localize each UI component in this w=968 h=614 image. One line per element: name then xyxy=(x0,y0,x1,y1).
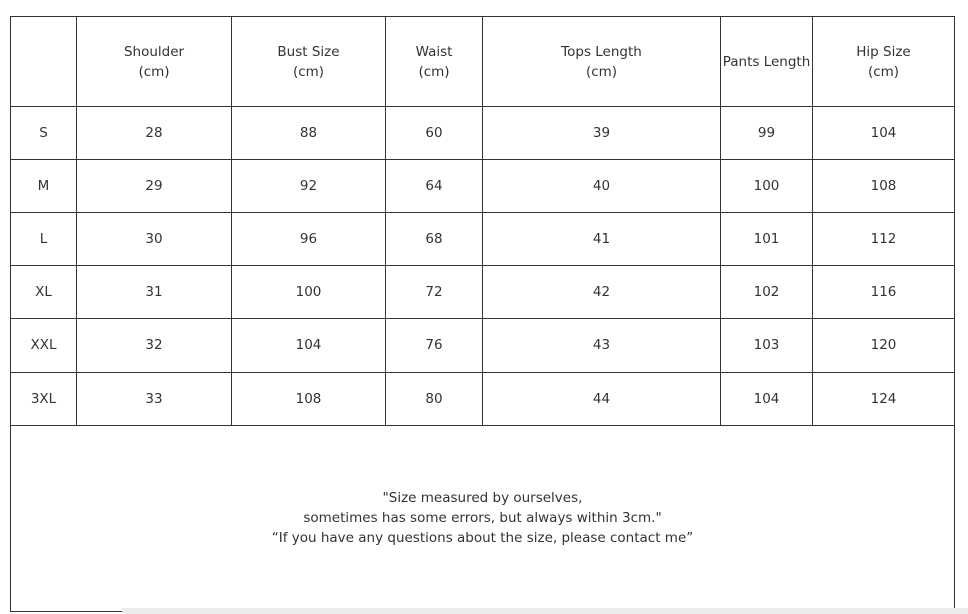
header-cell-pants-length xyxy=(721,17,813,107)
table-cell: 92 xyxy=(232,160,386,213)
header-unit: (cm) xyxy=(585,63,618,80)
table-cell: 43 xyxy=(483,319,721,372)
table-cell: 31 xyxy=(77,266,232,319)
table-row xyxy=(11,213,955,266)
table-cell: 104 xyxy=(721,372,813,425)
table-row xyxy=(11,107,955,160)
header-cell-size xyxy=(11,17,77,107)
note-line-1: "Size measured by ourselves, xyxy=(382,490,583,507)
note-row xyxy=(11,425,955,611)
table-cell: 99 xyxy=(721,107,813,160)
header-unit: (cm) xyxy=(418,63,450,80)
header-row xyxy=(11,17,955,107)
note-line-3: “If you have any questions about the size, please contact me” xyxy=(271,530,694,547)
table-cell: 88 xyxy=(232,107,386,160)
header-label: Tops Length xyxy=(561,43,642,60)
table-cell: 32 xyxy=(77,319,232,372)
table-cell: 29 xyxy=(77,160,232,213)
table-cell: 42 xyxy=(483,266,721,319)
bottom-scroll-strip xyxy=(122,608,968,614)
table-cell-size: XXL xyxy=(11,319,77,372)
header-cell-hip-size xyxy=(813,17,955,107)
header-unit: (cm) xyxy=(138,63,170,80)
table-cell: 100 xyxy=(721,160,813,213)
table-cell: 112 xyxy=(813,213,955,266)
table-cell: 104 xyxy=(813,107,955,160)
table-cell-size: S xyxy=(11,107,77,160)
header-cell-tops-length xyxy=(483,17,721,107)
table-row xyxy=(11,319,955,372)
table-cell: 103 xyxy=(721,319,813,372)
table-row xyxy=(11,372,955,425)
table-cell: 124 xyxy=(813,372,955,425)
table-cell-size: M xyxy=(11,160,77,213)
table-cell: 33 xyxy=(77,372,232,425)
table-cell: 39 xyxy=(483,107,721,160)
size-chart-table xyxy=(10,16,955,612)
table-cell-size: L xyxy=(11,213,77,266)
table-cell: 41 xyxy=(483,213,721,266)
table-cell: 44 xyxy=(483,372,721,425)
header-unit: (cm) xyxy=(292,63,325,80)
table-cell: 104 xyxy=(232,319,386,372)
table-cell: 96 xyxy=(232,213,386,266)
table-cell: 64 xyxy=(386,160,483,213)
table-cell: 60 xyxy=(386,107,483,160)
table-row xyxy=(11,266,955,319)
header-unit: (cm) xyxy=(867,63,900,80)
header-label: Shoulder xyxy=(123,43,185,60)
table-cell: 108 xyxy=(813,160,955,213)
table-cell: 102 xyxy=(721,266,813,319)
table-cell: 120 xyxy=(813,319,955,372)
table-row xyxy=(11,160,955,213)
table-cell-size: 3XL xyxy=(11,372,77,425)
size-note xyxy=(11,425,955,611)
table-cell: 101 xyxy=(721,213,813,266)
table-cell: 100 xyxy=(232,266,386,319)
table-cell: 116 xyxy=(813,266,955,319)
table-cell: 76 xyxy=(386,319,483,372)
header-cell-shoulder xyxy=(77,17,232,107)
table-cell: 72 xyxy=(386,266,483,319)
header-cell-bust-size xyxy=(232,17,386,107)
table-cell: 68 xyxy=(386,213,483,266)
table-cell: 28 xyxy=(77,107,232,160)
header-label: Pants Length xyxy=(722,53,811,70)
header-cell-waist xyxy=(386,17,483,107)
table-cell-size: XL xyxy=(11,266,77,319)
table-cell: 108 xyxy=(232,372,386,425)
header-label: Waist xyxy=(415,43,453,60)
table-cell: 80 xyxy=(386,372,483,425)
table-cell: 30 xyxy=(77,213,232,266)
header-label: Hip Size xyxy=(856,43,911,60)
header-label: Bust Size xyxy=(277,43,340,60)
note-line-2: sometimes has some errors, but always within 3cm." xyxy=(303,510,662,527)
table-cell: 40 xyxy=(483,160,721,213)
